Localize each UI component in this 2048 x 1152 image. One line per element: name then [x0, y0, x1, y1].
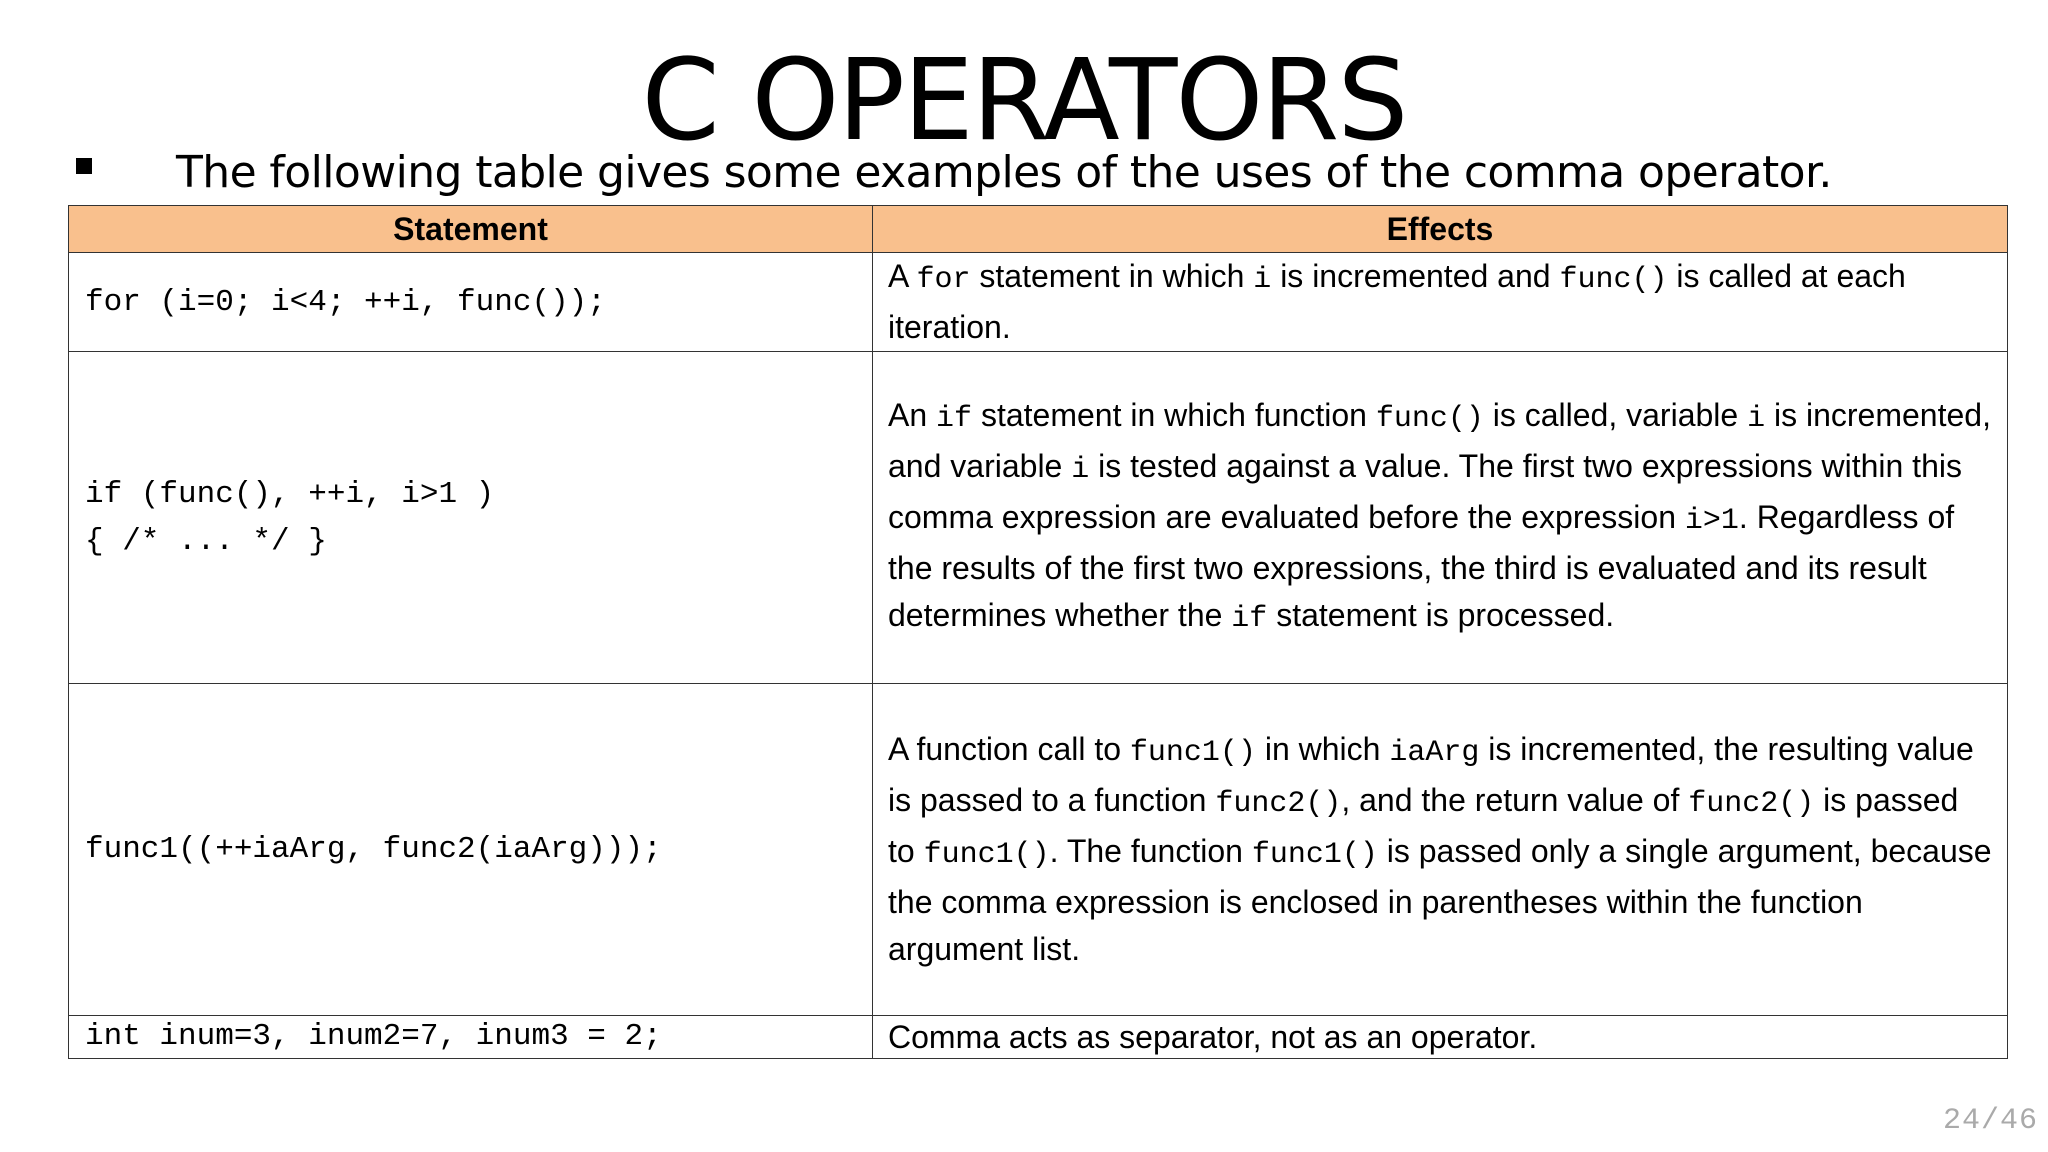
table-row	[69, 352, 2008, 684]
effects-text: is incremented and	[1271, 258, 1560, 294]
slide-title: C OPERATORS	[641, 36, 1407, 166]
table-row	[69, 253, 2008, 352]
effects-text: Comma acts as separator, not as an operator.	[888, 1019, 1538, 1055]
effects-cell	[873, 253, 2008, 352]
inline-code: i	[1253, 263, 1272, 297]
inline-code: i	[1747, 402, 1766, 436]
statement-cell	[69, 1016, 873, 1059]
inline-code: func2()	[1688, 787, 1815, 821]
effects-text: statement in which	[970, 258, 1254, 294]
effects-cell	[873, 684, 2008, 1016]
page-number: 24/46	[1942, 1104, 2038, 1138]
inline-code: func2()	[1215, 787, 1342, 821]
inline-code: i>1	[1684, 504, 1739, 538]
header-statement: Statement	[69, 206, 873, 253]
statement-cell	[69, 352, 873, 684]
inline-code: for	[916, 263, 971, 297]
bullet-text: The following table gives some examples of the uses of the comma operator.	[176, 147, 1832, 198]
inline-code: func()	[1559, 263, 1668, 297]
effects-text: , and the return value of	[1341, 782, 1689, 818]
effects-text: is incremented, the resulting value is passed to a function	[888, 731, 1974, 818]
effects-text: in which	[1255, 731, 1390, 767]
inline-code: func1()	[923, 838, 1050, 872]
statement-cell	[69, 253, 873, 352]
bullet-point	[74, 146, 1994, 202]
header-effects: Effects	[873, 206, 2008, 253]
statement-code-line: if (func(), ++i, i>1 )	[85, 476, 495, 512]
table-row	[69, 1016, 2008, 1059]
inline-code: if	[936, 402, 973, 436]
inline-code: if	[1231, 602, 1268, 636]
effects-cell	[873, 352, 2008, 684]
statement-code-line: func1((++iaArg, func2(iaArg)));	[85, 832, 662, 867]
effects-text: is called at each iteration.	[888, 258, 1906, 345]
table-header-row	[69, 206, 2008, 253]
effects-text: statement in which function	[972, 397, 1376, 433]
effects-text: is passed only a single argument, because the comma expression is enclosed in parentheses within the function argument list.	[888, 833, 1992, 967]
effects-text: is tested against a value. The first two expressions within this comma expression are evaluated before the expression	[888, 448, 1962, 535]
table-row	[69, 684, 2008, 1016]
effects-cell	[873, 1016, 2008, 1059]
statement-cell	[69, 684, 873, 1016]
inline-code: func1()	[1251, 838, 1378, 872]
effects-text: is passed to	[888, 782, 1959, 869]
statement-code-line: { /* ... */ }	[85, 523, 327, 559]
inline-code: func1()	[1129, 736, 1256, 770]
effects-text: statement is processed.	[1267, 597, 1615, 633]
statement-code-line: int inum=3, inum2=7, inum3 = 2;	[85, 1019, 662, 1054]
effects-text: . Regardless of the results of the first two expressions, the third is evaluated and its result determines whether the	[888, 499, 1955, 633]
effects-text: is called, variable	[1483, 397, 1748, 433]
effects-text: is incremented, and variable	[888, 397, 1991, 484]
effects-text: A function call to	[888, 731, 1130, 767]
inline-code: iaArg	[1389, 736, 1480, 770]
inline-code: i	[1071, 453, 1090, 487]
effects-text: An	[888, 397, 937, 433]
effects-text: . The function	[1049, 833, 1252, 869]
effects-text: A	[888, 258, 917, 294]
statement-code-line: for (i=0; i<4; ++i, func());	[85, 284, 606, 320]
square-bullet-icon	[76, 158, 92, 174]
comma-operator-table	[68, 205, 2008, 1059]
inline-code: func()	[1375, 402, 1484, 436]
